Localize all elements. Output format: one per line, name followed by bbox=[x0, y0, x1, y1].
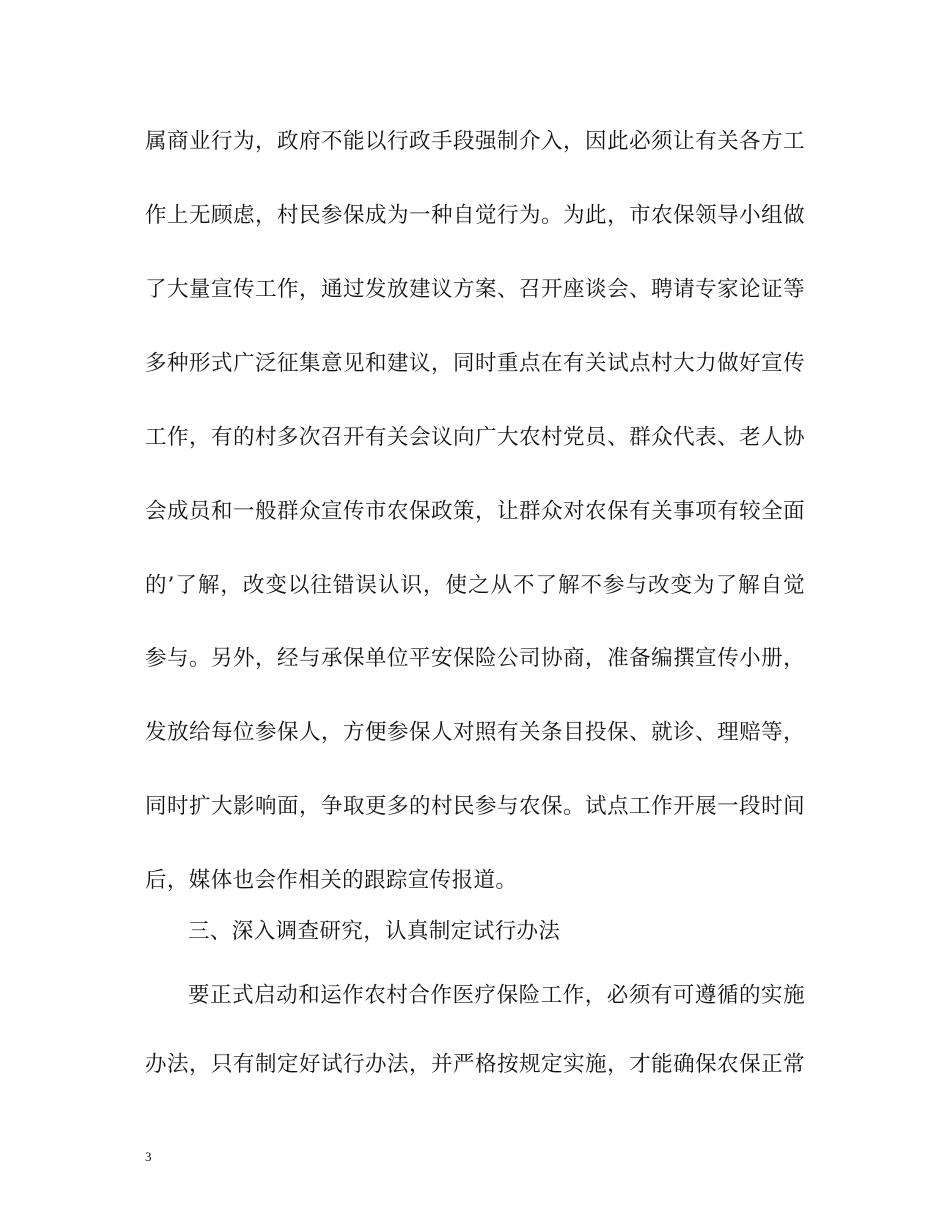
body-text-line: 后，媒体也会作相关的跟踪宣传报道。 bbox=[145, 868, 518, 893]
body-text-line: 参与。另外，经与承保单位平安保险公司协商，准备编撰宣传小册， bbox=[145, 646, 805, 671]
body-text-line: 了大量宣传工作，通过发放建议方案、召开座谈会、聘请专家论证等 bbox=[145, 277, 805, 302]
section-heading: 三、深入调查研究，认真制定试行办法 bbox=[188, 919, 561, 944]
body-text-line: 属商业行为，政府不能以行政手段强制介入，因此必须让有关各方工 bbox=[145, 129, 805, 154]
body-text-line: 发放给每位参保人，方便参保人对照有关条目投保、就诊、理赔等， bbox=[145, 720, 805, 745]
body-text-line: 的’了解，改变以往错误认识，使之从不了解不参与改变为了解自觉 bbox=[145, 573, 805, 598]
body-text-line: 同时扩大影响面，争取更多的村民参与农保。试点工作开展一段时间 bbox=[145, 794, 805, 819]
body-text-line: 办法，只有制定好试行办法，并严格按规定实施，才能确保农保正常 bbox=[145, 1052, 805, 1077]
body-text-line: 多种形式广泛征集意见和建议，同时重点在有关试点村大力做好宣传 bbox=[145, 351, 805, 376]
body-text-line: 工作，有的村多次召开有关会议向广大农村党员、群众代表、老人协 bbox=[145, 425, 805, 450]
body-text-line: 要正式启动和运作农村合作医疗保险工作，必须有可遵循的实施 bbox=[188, 983, 805, 1008]
body-text-line: 会成员和一般群众宣传市农保政策，让群众对农保有关事项有较全面 bbox=[145, 499, 805, 524]
body-text-line: 作上无顾虑，村民参保成为一种自觉行为。为此，市农保领导小组做 bbox=[145, 203, 805, 228]
page-number: 3 bbox=[145, 1149, 152, 1164]
